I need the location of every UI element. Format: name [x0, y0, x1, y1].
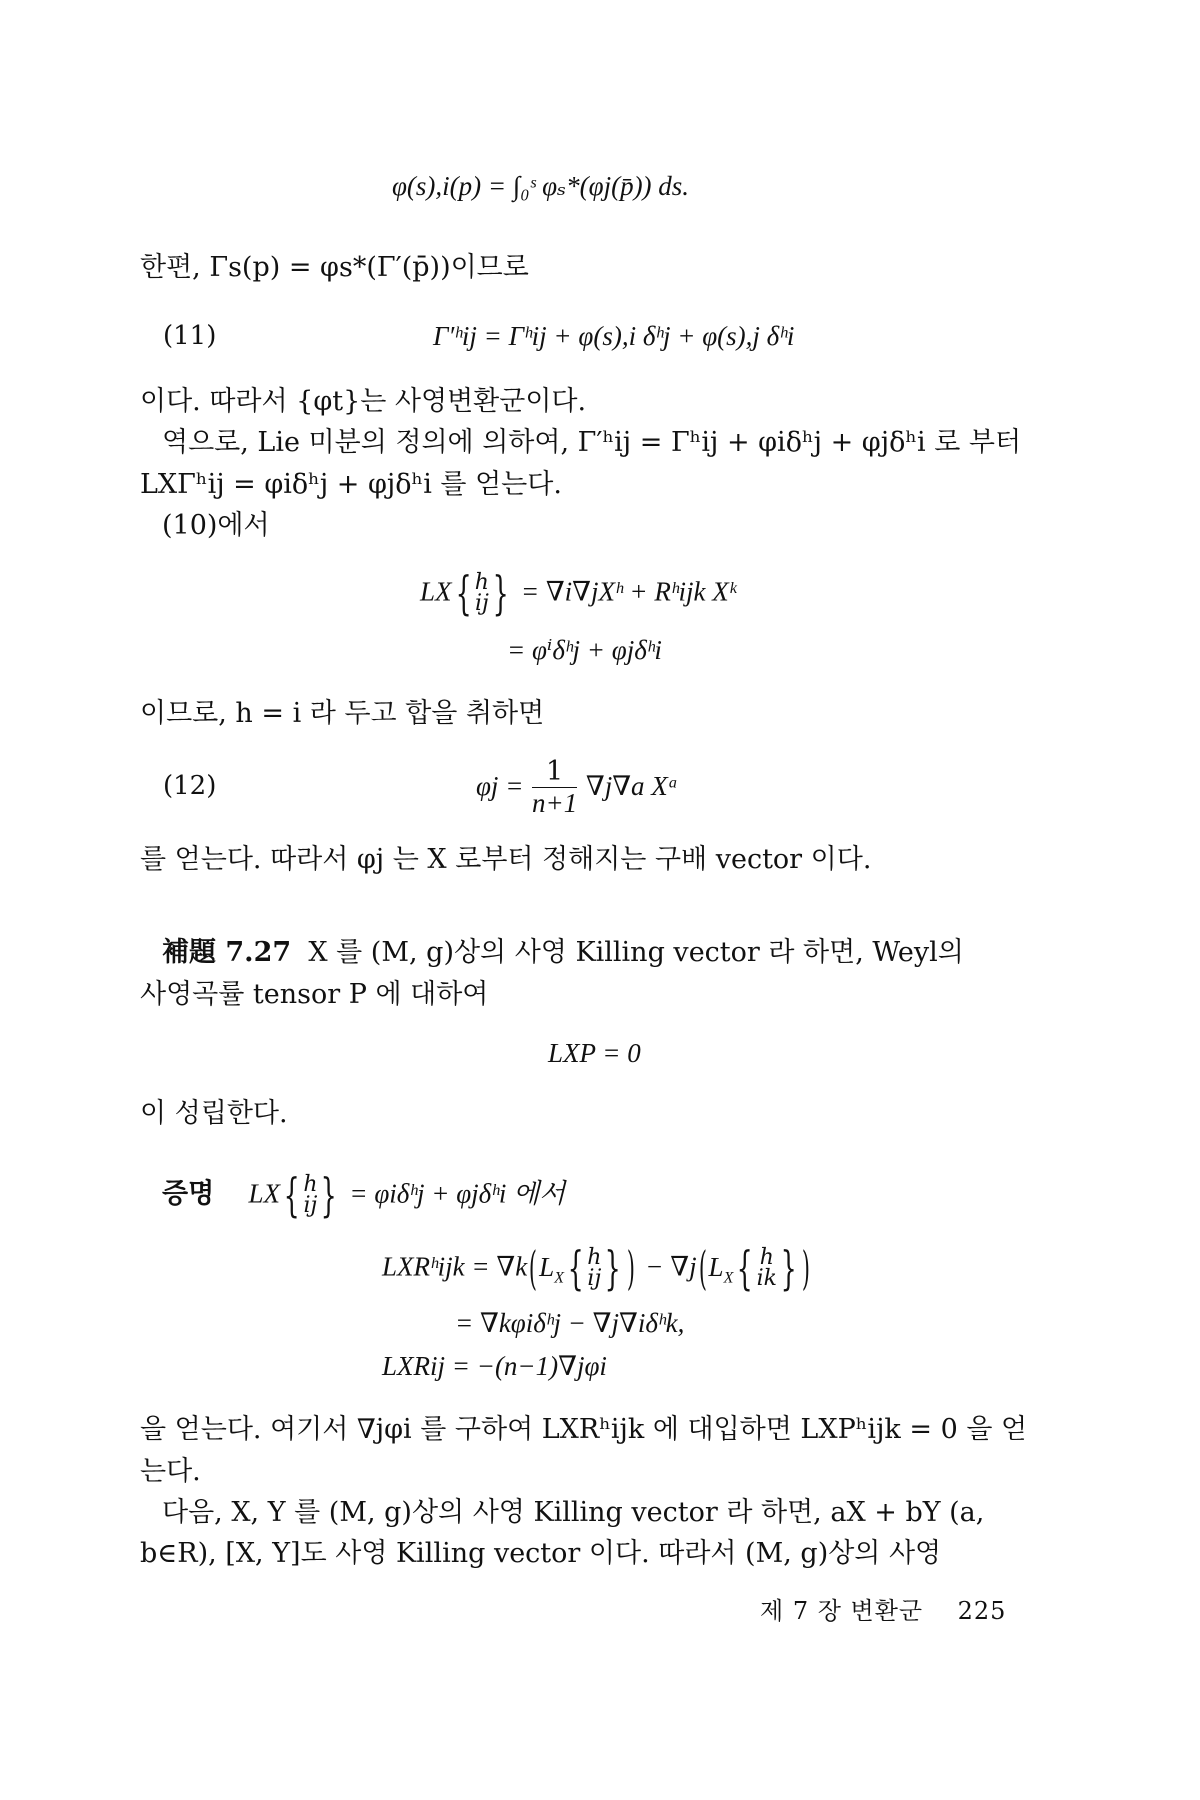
lemma-line-2	[140, 977, 488, 1013]
text-line-next-1-text: 다음, X, Y 를 (M, g)상의 사영 Killing vector 라 하면, aX + bY (a,	[162, 1497, 985, 1528]
text-line-gradient-text: 를 얻는다. 따라서 φj 는 X 로부터 정해지는 구배 vector 이다.	[140, 844, 872, 875]
right-paren-symbol: )	[626, 1241, 635, 1295]
text-line-result-2	[140, 1454, 201, 1490]
left-brace-symbol: {	[283, 1168, 300, 1222]
lemma-line-1	[162, 935, 964, 971]
text-line-next-1	[162, 1495, 984, 1531]
proof-line-0-rhs: = φiδʰj + φjδʰi 에서	[349, 1178, 566, 1209]
proof-line-0	[162, 1168, 566, 1222]
left-paren-symbol: (	[698, 1241, 707, 1295]
christoffel-index-stack: h ik	[756, 1245, 778, 1291]
footer-chapter: 제 7 장 변환군	[760, 1597, 924, 1625]
equation-top-text: φ(s),i(p) = ∫₀ˢ φₛ*(φj(p̄)) ds.	[392, 171, 690, 201]
text-line-contract	[140, 696, 544, 732]
lie-operator-inner: $L_X$	[539, 1251, 564, 1286]
proof-lie-operator: LX	[248, 1178, 281, 1209]
right-brace-symbol: }	[780, 1241, 797, 1295]
text-line-projective-group-text: 이다. 따라서 {φt}는 사영변환군이다.	[140, 386, 587, 417]
proof-equation-1-mid: − ∇j	[645, 1251, 697, 1282]
fraction-denominator: n+1	[532, 788, 578, 818]
left-brace-symbol: {	[455, 566, 472, 620]
proof-equation-2-text: = ∇kφiδʰj − ∇j∇iδʰk,	[455, 1308, 685, 1338]
lie-operator: LX	[420, 576, 452, 607]
equation-lie-christoffel-1	[420, 566, 737, 620]
christoffel-index-stack: h ij	[474, 570, 489, 616]
text-line-next-2-text: b∈R), [X, Y]도 사영 Killing vector 이다. 따라서 (M, g)상의 사영	[140, 1538, 942, 1569]
lemma-line-1-text: X 를 (M, g)상의 사영 Killing vector 라 하면, Weyl의	[308, 937, 964, 968]
text-line-from-10-text: (10)에서	[162, 510, 270, 541]
proof-equation-1-lhs: LXRʰijk = ∇k	[382, 1251, 528, 1282]
lemma-holds	[140, 1096, 288, 1132]
proof-equation-3-text: LXRij = −(n−1)∇jφi	[382, 1351, 607, 1381]
text-line-result-1-text: 을 얻는다. 여기서 ∇jφi 를 구하여 LXRʰijk 에 대입하면 LXPʰijk = 0 을 얻	[140, 1414, 1028, 1445]
right-brace-symbol: }	[321, 1168, 338, 1222]
right-brace-symbol: }	[605, 1241, 622, 1295]
text-line-hanpyeon	[140, 250, 529, 286]
lie-operator-inner: $L_X$	[708, 1251, 734, 1286]
equation-12-lhs: φj =	[476, 771, 524, 801]
proof-label: 증명	[162, 1178, 215, 1210]
proof-equation-2	[455, 1305, 684, 1342]
right-brace-symbol: }	[492, 566, 509, 620]
text-line-next-2	[140, 1536, 941, 1572]
left-brace-symbol: {	[736, 1241, 754, 1295]
proof-equation-1	[382, 1241, 812, 1295]
equation-12-fraction	[532, 757, 577, 818]
lemma-equation	[548, 1035, 641, 1072]
equation-lie-christoffel-2	[507, 632, 662, 669]
lemma-holds-text: 이 성립한다.	[140, 1098, 288, 1129]
equation-11-text: Γ′ʰij = Γʰij + φ(s),i δʰj + φ(s),j δʰi	[433, 321, 795, 351]
equation-12-label: (12)	[163, 771, 217, 801]
equation-11-label: (11)	[163, 321, 217, 351]
equation-11	[433, 318, 794, 355]
page-footer	[760, 1596, 1006, 1626]
equation-lie-christoffel-2-text: = φⁱδʰj + φjδʰi	[507, 635, 662, 665]
christoffel-index-stack: h ij	[303, 1172, 318, 1218]
left-paren-symbol: (	[529, 1241, 538, 1295]
fraction-numerator: 1	[532, 757, 577, 788]
text-line-result-1	[140, 1412, 1027, 1448]
text-line-converse-2	[140, 467, 562, 503]
text-line-converse-1	[162, 425, 1021, 461]
equation-12	[476, 752, 679, 820]
lemma-title: 補題 7.27	[162, 937, 292, 968]
left-brace-symbol: {	[567, 1241, 584, 1295]
lemma-line-2-text: 사영곡률 tensor P 에 대하여	[140, 979, 489, 1010]
equation-12-rhs: ∇j∇a Xᵃ	[585, 771, 679, 801]
text-line-converse-1-text: 역으로, Lie 미분의 정의에 의하여, Γ′ʰij = Γʰij + φiδʰj + φjδʰi 로 부터	[162, 427, 1022, 458]
equation-top	[392, 168, 689, 205]
page-number: 225	[957, 1597, 1007, 1625]
text-line-gradient	[140, 842, 871, 878]
equation-lie-christoffel-1-rhs: = ∇i∇jXʰ + Rʰijk Xᵏ	[520, 576, 737, 607]
proof-equation-3	[382, 1348, 607, 1385]
text-line-converse-2-text: LXΓʰij = φiδʰj + φjδʰi 를 얻는다.	[140, 469, 562, 500]
text-line-from-10	[162, 508, 270, 544]
text-line-hanpyeon-text: 한편, Γs(p) = φs*(Γ′(p̄))이므로	[140, 252, 529, 283]
text-line-contract-text: 이므로, h = i 라 두고 합을 취하면	[140, 698, 545, 729]
text-line-projective-group	[140, 384, 586, 420]
christoffel-index-stack: h ij	[587, 1245, 602, 1291]
lemma-equation-text: LXP = 0	[548, 1038, 641, 1068]
right-paren-symbol: )	[802, 1241, 811, 1295]
text-line-result-2-text: 는다.	[140, 1456, 201, 1487]
